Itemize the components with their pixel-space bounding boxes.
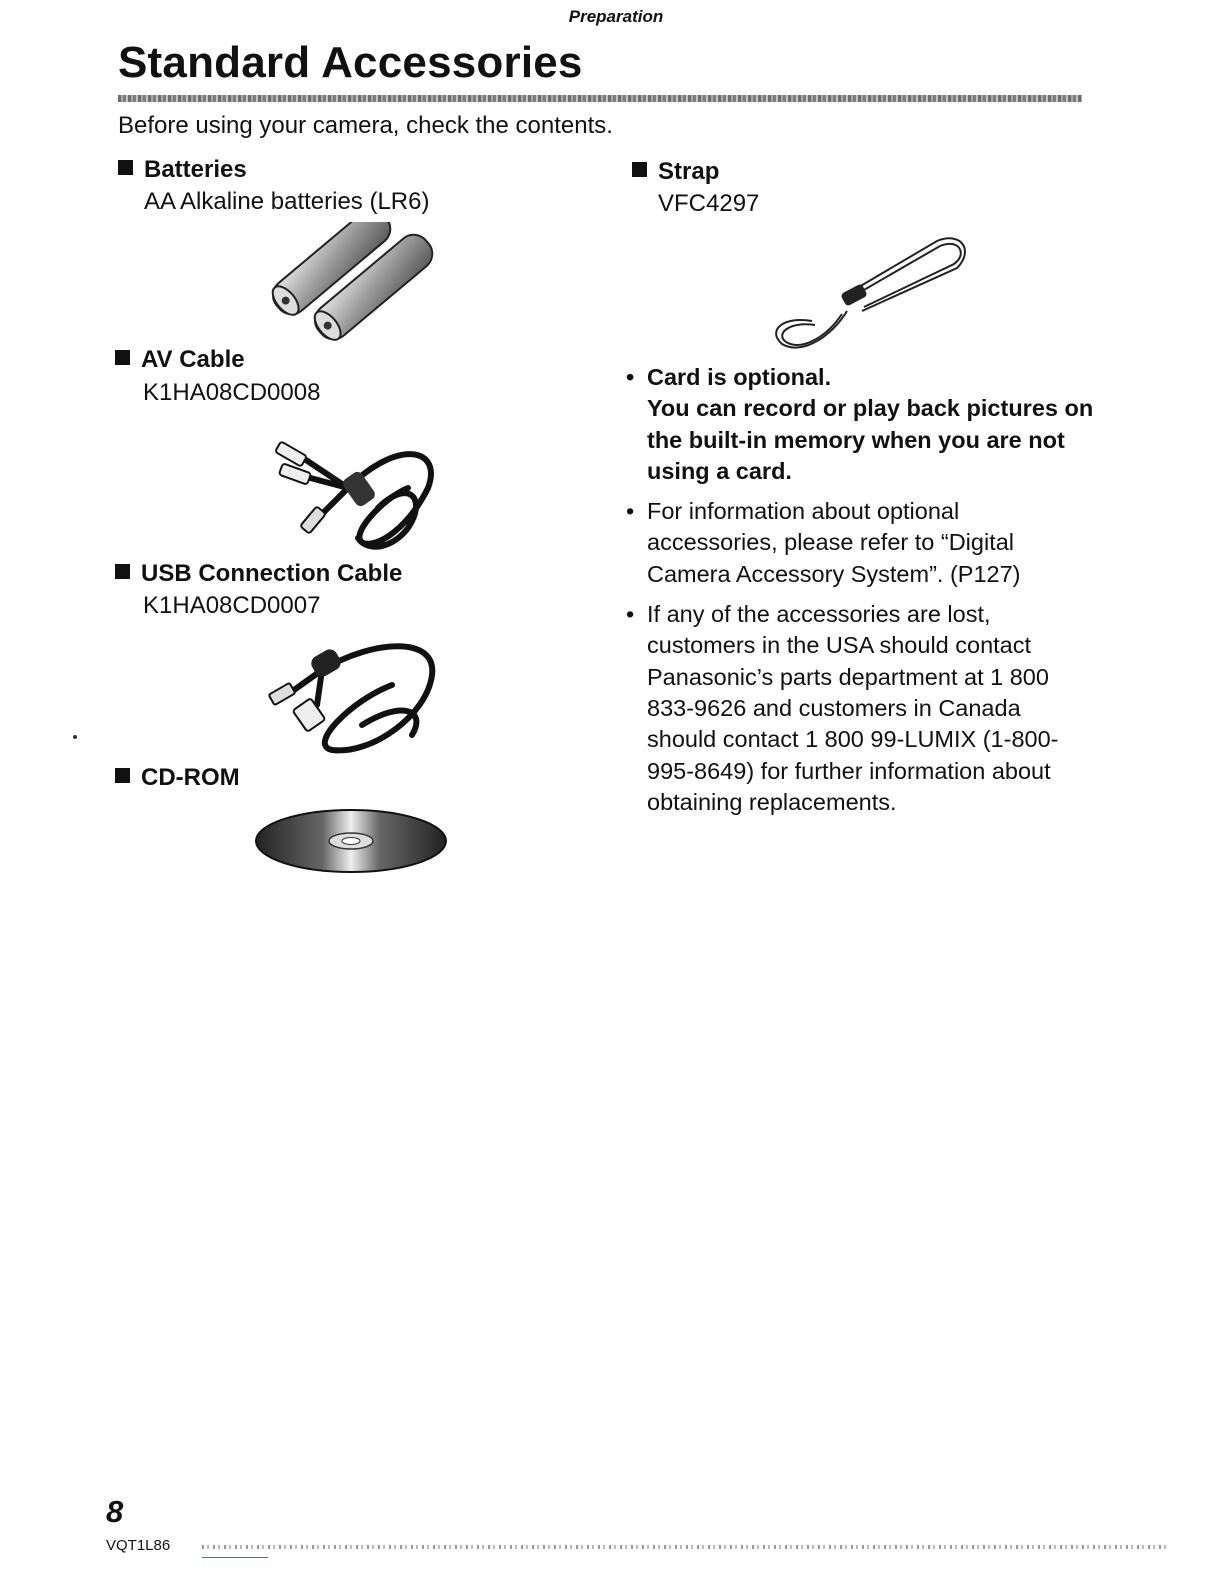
square-bullet-icon [115,768,130,783]
square-bullet-icon [115,564,130,579]
note-card-optional: • Card is optional. You can record or play back pictures on the built-in memory when you are not using a card. [626,362,1096,487]
square-bullet-icon [632,162,647,177]
page-number: 8 [106,1494,124,1529]
plug-icon [269,683,296,705]
usb-cable-label: USB Connection Cable [141,560,403,587]
footer-divider [202,1545,1166,1549]
batteries-detail: AA Alkaline batteries (LR6) [144,188,430,215]
strap-heading [632,158,719,186]
av-cable-illustration [268,418,443,558]
cd-rom-heading [115,764,240,792]
usb-cable-detail: K1HA08CD0007 [143,592,321,619]
usb-cable-illustration [262,630,442,760]
doc-code: VQT1L86 [106,1537,171,1554]
strap-illustration [762,226,974,358]
cd-rom-label: CD-ROM [141,764,240,791]
page-title: Standard Accessories [118,38,583,87]
notes-list [626,362,1096,827]
disc-icon [256,810,446,872]
intro-text: Before using your camera, check the contents. [118,112,613,139]
section-label: Preparation [568,7,664,26]
square-bullet-icon [118,160,133,175]
note-optional-accessories: • For information about optional accessories, please refer to “Digital Camera Accessory System”. (P127) [626,496,1096,590]
batteries-illustration [268,222,443,344]
scan-speck [73,735,77,739]
plug-icon [293,698,326,732]
strap-detail: VFC4297 [658,190,760,217]
title-divider [118,95,1082,102]
note-lost-accessories: • If any of the accessories are lost, customers in the USA should contact Panasonic’s parts department at 1 800 833-9626 and customers in Canada should contact 1 800 99-LUMIX (1-800-995-8649) for further information about obtaining replacements. [626,599,1096,818]
footer-accent-line [202,1557,268,1558]
batteries-heading [118,156,247,184]
plug-icon [275,441,307,466]
av-cable-label: AV Cable [141,346,245,373]
cd-rom-illustration [252,806,452,876]
square-bullet-icon [115,350,130,365]
plug-icon [300,506,326,534]
strap-label: Strap [658,158,720,185]
av-cable-heading [115,346,245,374]
batteries-label: Batteries [144,156,247,183]
plug-icon [279,463,311,485]
usb-cable-heading [115,560,402,588]
av-cable-detail: K1HA08CD0008 [143,379,321,406]
